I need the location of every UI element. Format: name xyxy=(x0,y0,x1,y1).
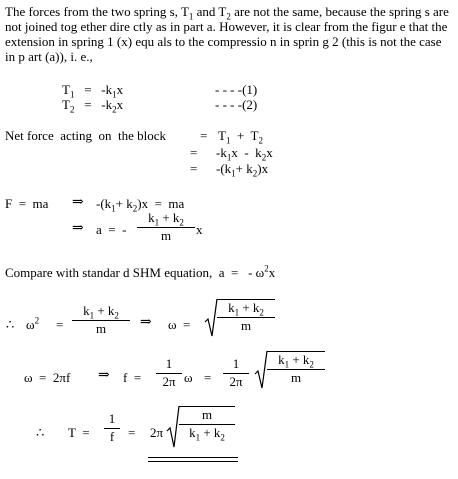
freq-rad-num-b: + k xyxy=(289,352,310,367)
period-f-denominator: f xyxy=(109,429,115,444)
period-coef: 2π xyxy=(150,425,164,440)
omega-num-sub2: 2 xyxy=(114,310,119,321)
omega-rad-numerator xyxy=(217,300,275,316)
period-rad-den-sub1: 1 xyxy=(195,432,201,443)
omega-rad-denominator: m xyxy=(240,318,252,333)
eq1-equals: = xyxy=(84,82,92,97)
nf-l1-sub1: 1 xyxy=(225,135,231,146)
period-radical-sign xyxy=(166,405,180,449)
freq-omega: ω xyxy=(184,370,193,385)
omega-radical-sign xyxy=(204,298,218,338)
intro-text-3: are not the same, because the spring s are not joined tog ether dire ctly as in part a. However, it is clear from the figur e that the extension in spring 1 (x) equ als to the compressio n in sprin g 2 (this is not the case in p art (a)), i. e., xyxy=(5,4,449,64)
omega-num-sub1: 1 xyxy=(89,310,95,321)
netforce-eq-3: = xyxy=(190,161,198,176)
eq2-rhs-x: x xyxy=(116,97,124,112)
nf-l2-b: x - k xyxy=(231,145,262,160)
fma-arrow: ⇒ xyxy=(72,195,84,210)
eq1-tag: - - - -(1) xyxy=(215,82,258,97)
intro-sub-1: 1 xyxy=(188,11,194,22)
freq-rad-num-sub1: 1 xyxy=(284,359,290,370)
freq-mid: f = xyxy=(123,370,142,385)
omega-fraction xyxy=(72,303,130,337)
omega-rad-fraction xyxy=(217,300,275,334)
freq-rad-numerator xyxy=(267,352,325,368)
nf-l3-sub1: 1 xyxy=(231,168,236,179)
equation-1 xyxy=(62,82,124,100)
freq-arrow: ⇒ xyxy=(98,368,110,383)
freq-equals: = xyxy=(204,370,212,385)
accel-lhs: a = - xyxy=(96,222,127,237)
equation-2 xyxy=(62,97,124,115)
omega-equals: = xyxy=(56,317,64,332)
nf-l1-a: T xyxy=(218,128,226,143)
freq-f2-denominator: 2π xyxy=(229,374,243,389)
eq1-rhs: -k xyxy=(101,82,113,97)
freq-rad-num-a: k xyxy=(278,352,285,367)
omega-therefore: ∴ xyxy=(6,317,15,332)
freq-rad-num-sub2: 2 xyxy=(309,359,314,370)
freq-rad-denominator: m xyxy=(290,370,302,385)
period-equals: = xyxy=(128,425,136,440)
period-rad-numerator: m xyxy=(201,407,213,422)
intro-sub-2: 2 xyxy=(226,11,231,22)
eq2-tag: - - - -(2) xyxy=(215,97,258,112)
period-rad-denominator xyxy=(179,425,235,441)
freq-f2-numerator: 1 xyxy=(232,356,240,371)
omega-num-b: + k xyxy=(94,303,115,318)
fma-r-sub1: 1 xyxy=(111,203,116,214)
fma-r-a: -(k xyxy=(96,196,112,211)
period-therefore: ∴ xyxy=(36,425,45,440)
accel-arrow: ⇒ xyxy=(72,221,84,236)
nf-l2-sub1: 1 xyxy=(226,152,232,163)
omega-radicand xyxy=(217,299,275,334)
period-rad-den-sub2: 2 xyxy=(220,432,225,443)
nf-l2-sub2: 2 xyxy=(261,152,267,163)
omega-rad-num-a: k xyxy=(228,300,235,315)
omega-lhs xyxy=(26,315,40,332)
fma-r-b: + k xyxy=(115,196,133,211)
freq-radical-sign xyxy=(254,350,268,390)
period-fraction xyxy=(104,411,120,445)
omega-symbol: ω xyxy=(26,317,35,332)
omega-lhs2: ω = xyxy=(168,317,191,332)
compare-text: Compare with standar d SHM equation, a = - ω xyxy=(5,265,265,280)
result-double-underline xyxy=(148,457,238,462)
eq2-lhs-sub: 2 xyxy=(69,104,75,115)
period-radicand xyxy=(179,406,235,441)
accel-num-sub2: 2 xyxy=(179,217,184,228)
netforce-line-3 xyxy=(216,161,269,179)
omega-denominator: m xyxy=(95,321,107,336)
fma-rhs xyxy=(96,196,185,214)
period-lhs: T = xyxy=(68,425,90,440)
accel-num-a: k xyxy=(148,210,155,225)
period-rad-fraction xyxy=(179,407,235,441)
nf-l3-b: + k xyxy=(235,161,253,176)
eq2-equals: = xyxy=(84,97,92,112)
freq-radicand xyxy=(267,351,325,386)
nf-l3-c: )x xyxy=(257,161,269,176)
compare-sup: 2 xyxy=(264,263,269,274)
fma-r-sub2: 2 xyxy=(132,203,138,214)
omega-rad-num-b: + k xyxy=(239,300,260,315)
accel-denominator: m xyxy=(160,228,172,243)
period-rad-den-a: k xyxy=(189,425,196,440)
freq-f1-numerator: 1 xyxy=(165,356,173,371)
freq-f1-denominator: 2π xyxy=(162,374,176,389)
freq-rad-fraction xyxy=(267,352,325,386)
period-f-numerator: 1 xyxy=(108,411,116,426)
eq2-rhs: -k xyxy=(101,97,113,112)
freq-fraction-1 xyxy=(156,356,182,390)
freq-lhs: ω = 2πf xyxy=(24,370,71,385)
nf-l3-sub2: 2 xyxy=(252,168,258,179)
nf-l2-c: x xyxy=(266,145,273,160)
eq1-lhs: T xyxy=(62,82,70,97)
netforce-line-1 xyxy=(218,128,263,146)
compare-line xyxy=(5,263,276,280)
accel-num-b: + k xyxy=(159,210,180,225)
omega-rad-num-sub1: 1 xyxy=(234,307,240,318)
period-rad-den-b: + k xyxy=(200,425,221,440)
nf-l1-plus: + T xyxy=(236,128,259,143)
netforce-line-2 xyxy=(216,145,273,163)
omega-sup: 2 xyxy=(34,315,40,326)
freq-fraction-2 xyxy=(223,356,249,390)
fma-r-c: )x = ma xyxy=(137,196,185,211)
accel-fraction xyxy=(137,210,195,244)
eq1-rhs-sub: 1 xyxy=(112,89,117,100)
eq1-lhs-sub: 1 xyxy=(69,89,75,100)
omega-rad-num-sub2: 2 xyxy=(259,307,264,318)
intro-paragraph xyxy=(5,4,453,64)
accel-numerator xyxy=(137,210,195,226)
netforce-eq-1: = xyxy=(200,128,208,143)
netforce-label: Net force acting on the block xyxy=(5,128,166,143)
intro-text-1: The forces from the two spring s, T xyxy=(5,4,189,19)
fma-lhs: F = ma xyxy=(5,196,49,211)
nf-l1-sub2: 2 xyxy=(258,135,263,146)
nf-l2-a: -k xyxy=(216,145,227,160)
netforce-eq-2: = xyxy=(190,145,198,160)
omega-num-a: k xyxy=(83,303,90,318)
accel-tail: x xyxy=(196,222,203,237)
eq2-lhs: T xyxy=(62,97,70,112)
nf-l3-a: -(k xyxy=(216,161,232,176)
compare-tail: x xyxy=(268,265,276,280)
eq1-rhs-x: x xyxy=(116,82,124,97)
omega-arrow: ⇒ xyxy=(140,315,152,330)
accel-num-sub1: 1 xyxy=(154,217,160,228)
eq2-rhs-sub: 2 xyxy=(112,104,117,115)
omega-numerator xyxy=(72,303,130,319)
intro-text-2: and T xyxy=(193,4,227,19)
